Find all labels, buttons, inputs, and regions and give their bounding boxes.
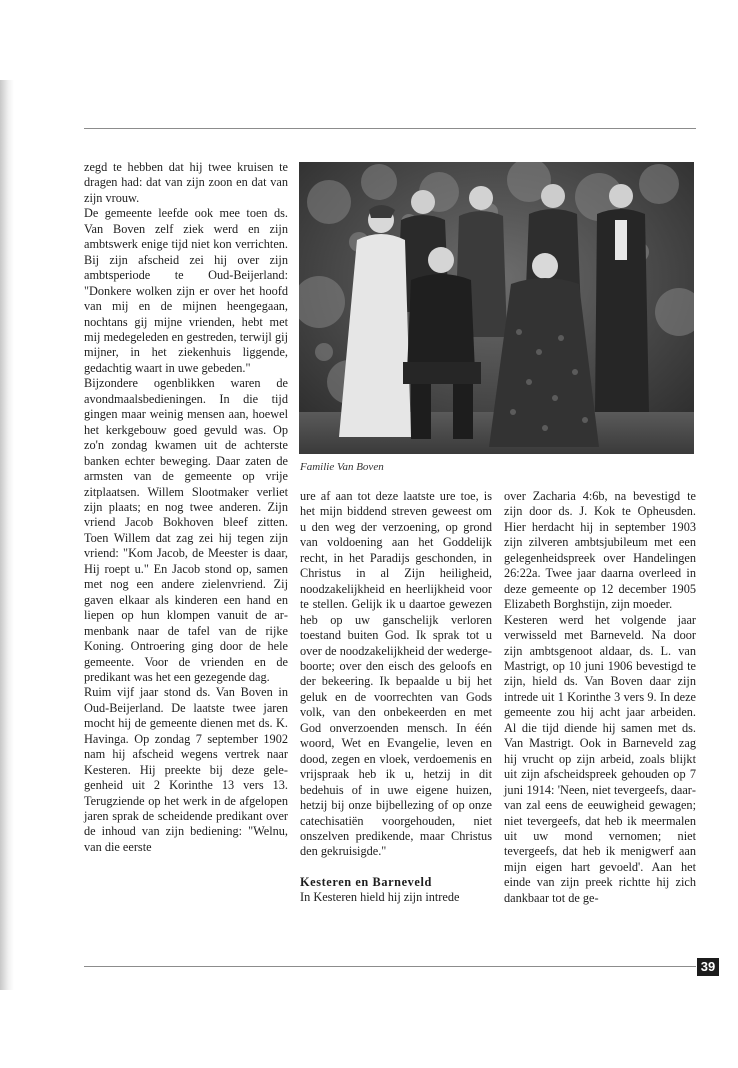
paragraph: De gemeente leefde ook mee toen ds. Van Boven zelf ziek werd en zijn ambtswerk enige tijd niet kon verrichten. Bij zijn afscheid zei hij over zijn ambtsperiode te Oud-Beijerland: "Donkere wolken zijn er over het hoofd van mij en de mijnen heengegaan, nochtans gij mijne vrienden, hebt met mij medegeleden en gestreden, terwijl gij mijner, in het ziekenhuis liggende, gedachtig waart in uwe gebeden." bbox=[84, 206, 288, 375]
header-rule bbox=[84, 128, 696, 129]
paragraph: Ruim vijf jaar stond ds. Van Boven in Oud-Beijerland. De laatste twee jaren mocht hij de gemeente dienen met ds. K. Havinga. Op zondag 7 september 1902 nam hij afscheid wegens vertrek naar Kesteren. Hij preekte bij deze gelegenheid uit 2 Korinthe 13 vers 13. Terugziende op het werk in de afgelopen jaren sprak de scheidende predikant over de inhoud van zijn bediening: "Welnu, van die eerste bbox=[84, 685, 288, 854]
paragraph: over Zacharia 4:6b, na bevestigd te zijn door ds. J. Kok te Opheusden. Hier herdacht hij in september 1903 zijn zilveren ambtsjubileum met een gelegenheidspreek over Handelingen 26:22a. Twee jaar daarna overleed in deze gemeente op 12 december 1905 Elizabeth Borghstijn, zijn moeder. bbox=[504, 489, 696, 612]
paragraph: Bijzondere ogenblikken waren de avondmaalsbedieningen. In die tijd gingen maar weinig mensen aan, hoewel het kerkgebouw goed gevuld was. Op zo'n zondag kwamen uit de achterste banken echter beweging. Daar zaten de armsten van de gemeente op vrije zitplaatsen. Willem Slootmaker verliet zijn plaats; en nog twee anderen. Zijn vriend Jacob Bokhoven bleef zitten. Toen Willem dat zag zei hij tegen zijn vriend: "Kom Jacob, de Meester is daar, Hij roept u." En Jacob stond op, samen met nog een andere zielenvriend. Zij gaven elkaar als kinderen een hand en liepen op hun klompen vanuit de armenbank naar de tafel van de rijke Koning. Ontroering ging door de hele gemeente. Voor de vrienden en de predikant was het een gezegende dag. bbox=[84, 376, 288, 684]
footer-rule bbox=[84, 966, 696, 967]
section-heading: Kesteren en Barneveld bbox=[300, 874, 432, 889]
text-column-right bbox=[504, 489, 696, 906]
paragraph: zegd te hebben dat hij twee kruisen te dragen had: dat van zijn zoon en dat van zijn vrouw. bbox=[84, 160, 288, 205]
family-photo-image bbox=[299, 162, 694, 454]
paragraph: In Kesteren hield hij zijn intrede bbox=[300, 890, 460, 905]
page-number: 39 bbox=[697, 958, 719, 976]
photo-caption: Familie Van Boven bbox=[300, 461, 384, 473]
text-column-left bbox=[84, 160, 288, 855]
page-gutter-shadow bbox=[0, 80, 14, 990]
family-photo bbox=[299, 162, 694, 454]
text-column-middle bbox=[300, 489, 492, 906]
paragraph: ure af aan tot deze laatste ure toe, is het mijn biddend streven geweest om u den weg der verzoening, op grond van voldoening aan het Goddelijk recht, in het Paradijs geschonden, in Christus in al Zijn heiligheid, noodzakelijkheid en heerlijkheid voor te stellen. Gelijk ik u daartoe gewezen heb op uw ganschelijk verloren toestand buiten God. Ik sprak tot u over de noodzakelijkheid der wedergeboorte; over den eisch des geloofs en der bekeering. Ik bepaalde u bij het geluk en de voorrechten van Gods volk, van den onbekeerden en met God onverzoenden mensch. In één woord, Wet en Evangelie, leven en dood, zegen en vloek, verdoemenis en vrijspraak heb ik u, hetzij in dit bedehuis of in uwe eigene huizen, hetzij bij onze bijbellezing of op onze catechisatiën voorgehouden, niet onszelven predikende, maar Christus den gekruisigde." bbox=[300, 489, 492, 859]
paragraph: Kesteren werd het volgende jaar verwisseld met Barneveld. Na door zijn ambtsgenoot aldaar, ds. L. van Mastrigt, op 10 juni 1906 bevestigd te zijn, hield ds. Van Boven daar zijn intrede uit 1 Korinthe 3 vers 9. In deze gemeente zou hij acht jaar arbeiden. Al die tijd diende hij samen met ds. Van Mastrigt. Ook in Barneveld zag hij vrucht op zijn arbeid, zoals blijkt uit zijn afscheidspreek gehouden op 7 juni 1914: 'Neen, niet tevergeefs, daarvan zal eens de eeuwigheid gewagen; niet tevergeefs, dat heb ik meermalen uit uw mond vernomen; niet tevergeefs, dat heb ik menigwerf aan mijn eigen hart gevoeld'. Aan het einde van zijn preek richtte hij zich dankbaar tot de ge- bbox=[504, 612, 696, 905]
